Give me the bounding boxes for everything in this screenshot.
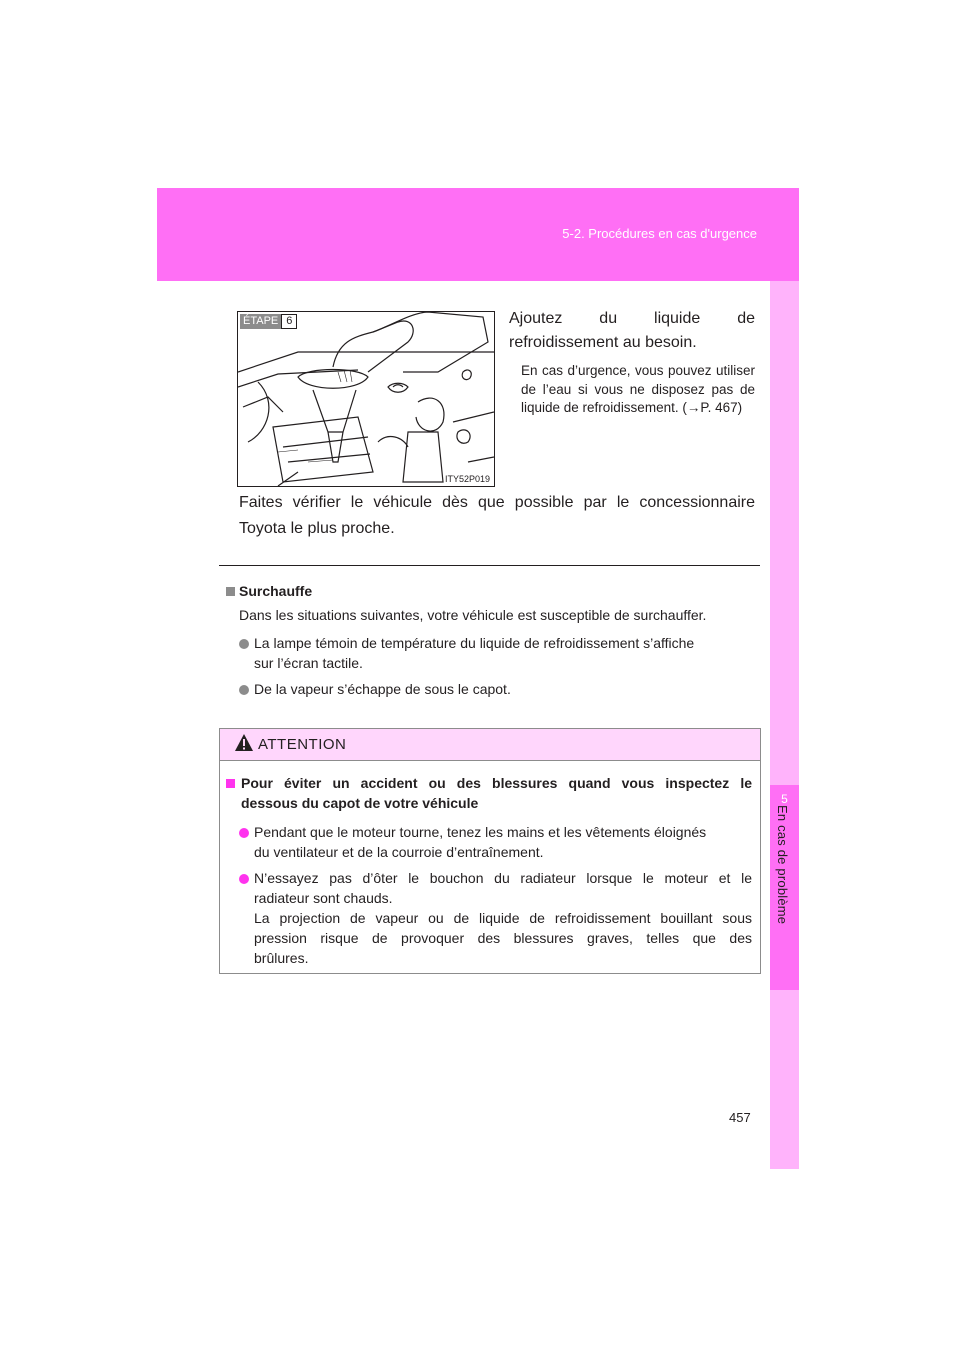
step-number: 6 [281, 314, 297, 329]
warning-heading-line: Pour éviter un accident ou des blessures quand vous inspectez le [241, 775, 752, 791]
warning-item [239, 868, 752, 968]
overheat-title: Surchauffe [239, 583, 313, 599]
bullet-line: De la vapeur s’échappe de sous le capot. [254, 681, 511, 697]
step-instruction: Ajoutez du liquide de refroidissement au besoin. [509, 310, 755, 351]
step-label: ÉTAPE [240, 314, 281, 329]
step-illustration [237, 311, 495, 487]
step-note: En cas d’urgence, vous pouvez utiliser de l’eau si vous ne disposez pas de liquide de refroidissement. (→P. 467) [521, 363, 755, 415]
warning-item [239, 822, 752, 862]
pink-dot-icon [239, 874, 249, 884]
warning-line: radiateur sont chauds. [254, 890, 393, 906]
warning-box [219, 728, 761, 974]
followup-text: Faites vérifier le véhicule dès que possible par le concessionnaire Toyota le plus proche. [239, 494, 755, 537]
section-divider [219, 565, 760, 566]
warning-heading-line: dessous du capot de votre véhicule [241, 795, 479, 811]
overheat-intro: Dans les situations suivantes, votre véhicule est susceptible de surchauffer. [239, 607, 707, 623]
overheat-heading [226, 583, 312, 599]
chapter-number: 5 [781, 792, 788, 806]
square-bullet-icon [226, 587, 235, 596]
bullet-dot-icon [239, 639, 249, 649]
bullet-line: La lampe témoin de température du liquide de refroidissement s’affiche [254, 635, 695, 651]
warning-line: du ventilateur et de la courroie d’entraînement. [254, 844, 544, 860]
warning-header [220, 729, 760, 761]
warning-title: ATTENTION [258, 736, 347, 753]
warning-line: La projection de vapeur ou de liquide de refroidissement bouillant sous [254, 910, 752, 926]
chapter-title: En cas de problème [775, 805, 790, 925]
warning-line: N’essayez pas d’ôter le bouchon du radiateur lorsque le moteur et le [254, 870, 752, 886]
warning-triangle-icon [234, 733, 254, 753]
warning-line: Pendant que le moteur tourne, tenez les mains et les vêtements éloignés [254, 824, 707, 840]
list-item [239, 679, 747, 699]
step-badge [240, 314, 297, 329]
header-band [157, 188, 799, 281]
warning-line: pression risque de provoquer des blessures graves, telles que des [254, 930, 752, 946]
pink-dot-icon [239, 828, 249, 838]
coolant-funnel-illustration [238, 312, 494, 486]
warning-heading [226, 773, 752, 813]
pink-square-icon [226, 779, 235, 788]
bullet-dot-icon [239, 685, 249, 695]
section-title: 5-2. Procédures en cas d'urgence [562, 226, 757, 241]
page-number: 457 [729, 1110, 751, 1125]
figure-code: ITY52P019 [444, 474, 490, 484]
warning-line: brûlures. [254, 950, 309, 966]
side-tab [770, 281, 799, 1169]
list-item [239, 633, 747, 673]
bullet-line: sur l’écran tactile. [254, 655, 363, 671]
